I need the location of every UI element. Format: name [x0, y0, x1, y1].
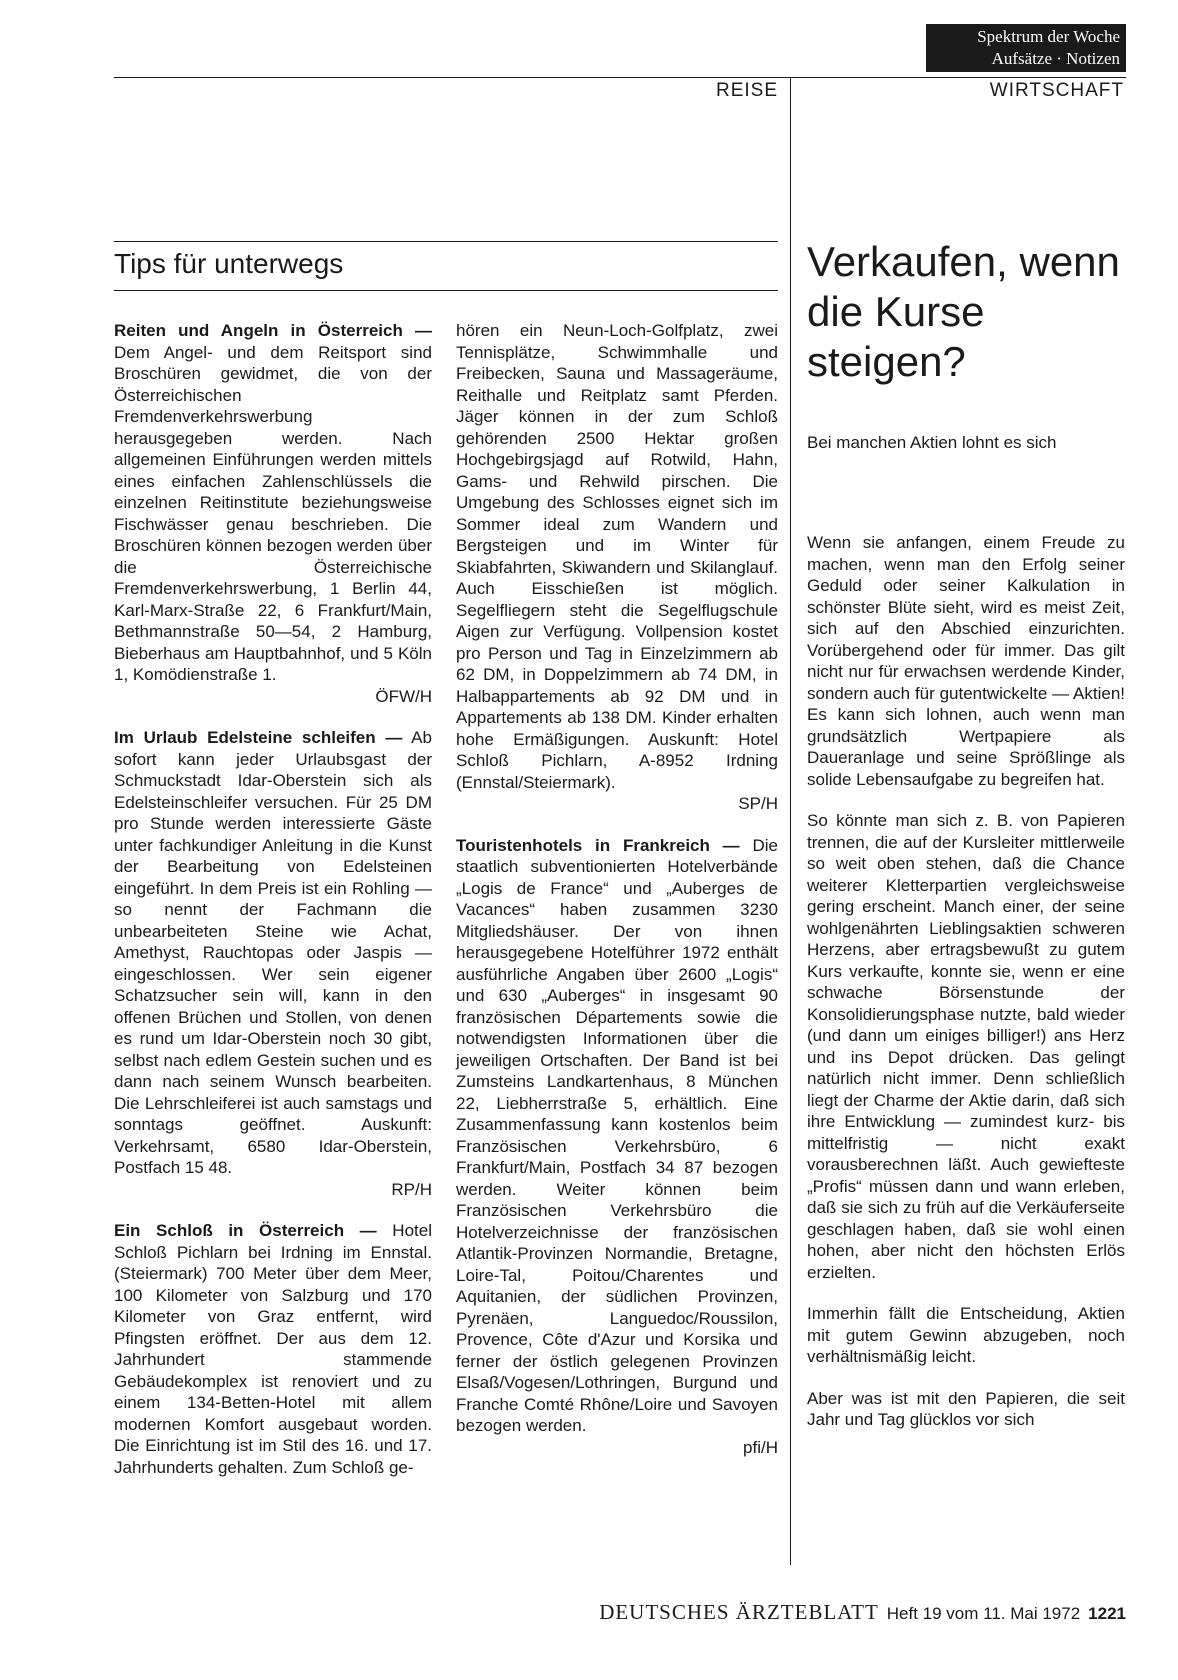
article-reiten: [114, 320, 432, 707]
top-rule: [114, 77, 1126, 78]
article-signature: SP/H: [738, 794, 778, 813]
issue-info: Heft 19 vom 11. Mai 1972: [886, 1604, 1081, 1623]
wirtschaft-column: [807, 532, 1125, 1431]
wirtschaft-paragraph: So könnte man sich z. B. von Papieren trennen, die auf der Kursleiter mittlerweile so weit oben stehen, daß die Chance weiterer Kletterpartien vergleichsweise gering erscheint. Manch einer, der seine wohlgenährten Lieblingsaktien schweren Herzens, aber ertragsbewußt zu gutem Kurs verkaufte, konnte sie, wenn er eine schwache Börsenstunde der Konsolidierungsphase nutzte, bald wieder (und dann um einiges billiger!) ans Herz und ins Depot drücken. Das gelingt natürlich nicht immer. Denn schließlich liegt der Charme der Aktie darin, daß sich ihre Entwicklung — zumindest kurz- bis mittelfristig — nicht exakt vorausberechnen läßt. Auch gewiefteste „Profis“ müssen dann und wann erleben, daß sie sich zu früh auf die Verkäuferseite geschlagen haben, daß sie wohl einen hohen, aber nicht den höchsten Erlös erzielten.: [807, 811, 1125, 1282]
article-touristenhotels: [456, 835, 778, 1459]
article-body: Hotel Schloß Pichlarn bei Irdning im Ennstal. (Steiermark) 700 Meter über dem Meer, 100 Kilometer von Salzburg und 170 Kilometer von Graz entfernt, wird Pfingsten eröffnet. Der aus dem 12. Jahrhundert stammende Gebäudekomplex ist renoviert und zu einem 134-Betten-Hotel mit allem modernen Komfort ausgebaut worden. Die Einrichtung ist im Stil des 16. und 17. Jahrhunderts gehalten. Zum Schloß ge-: [114, 1221, 432, 1477]
page-number: 1221: [1088, 1604, 1126, 1623]
column-divider: [790, 77, 791, 1565]
tips-top-rule: [114, 241, 778, 242]
article-signature: pfi/H: [743, 1437, 778, 1457]
wirtschaft-paragraph: Wenn sie anfangen, einem Freude zu machen, wenn man den Erfolg seiner Geduld oder seiner Kalkulation in schönster Blüte sieht, wird es meist Zeit, sich auf den Abschied einzurichten. Vorübergehend oder für immer. Das gilt nicht nur für erwachsen werdende Kinder, sondern auch für gutentwickelte — Aktien! Es kann sich lohnen, auch wenn man grundsätzlich Wertpapiere als Daueranlage und seine Sprößlinge als solide Lebensaufgabe zu begreifen hat.: [807, 533, 1125, 789]
wirtschaft-subhead: Bei manchen Aktien lohnt es sich: [807, 433, 1057, 452]
badge-line-2: Aufsätze · Notizen: [991, 49, 1120, 68]
wirtschaft-paragraph: Aber was ist mit den Papieren, die seit Jahr und Tag glücklos vor sich: [807, 1388, 1125, 1429]
wirtschaft-headline: Verkaufen, wenn die Kurse steigen?: [807, 238, 1120, 385]
page-footer: [534, 1600, 1126, 1625]
article-heading: Reiten und Angeln in Österreich —: [114, 321, 432, 340]
article-body: Die staatlich subventionierten Hotelverbände „Logis de France“ und „Auberges de Vacances“ haben zusammen 3230 Mitgliedshäuser. Der von ihnen herausgegebene Hotelführer 1972 enthält ausführliche Angaben über 2600 „Logis“ und 630 „Auberges“ in insgesamt 90 französischen Départements sowie die notwendigsten Informationen über die jeweiligen Ortschaften. Der Band ist bei Zumsteins Landkartenhaus, 8 München 22, Liebherrstraße 5, erhältlich. Eine Zusammenfassung kann kostenlos beim Französischen Verkehrsbüro, 6 Frankfurt/Main, Postfach 34 87 bezogen werden. Weiter können beim Französischen Verkehrsbüro die Hotelverzeichnisse der französischen Atlantik-Provinzen Normandie, Bretagne, Loire-Tal, Poitou/Charentes und Aquitanien, der südlichen Provinzen, Pyrenäen, Languedoc/Roussilon, Provence, Côte d'Azur und Korsika und ferner der östlich gelegenen Provinzen Elsaß/Vogesen/Lothringen, Burgund und Franche Comté Rhône/Loire und Savoyen bezogen werden.: [456, 835, 778, 1435]
tips-bottom-rule: [114, 290, 778, 291]
article-schloss-continued: [456, 320, 778, 815]
article-edelsteine: [114, 727, 432, 1200]
tips-title: Tips für unterwegs: [114, 248, 344, 279]
section-badge: [926, 24, 1126, 72]
article-signature: ÖFW/H: [375, 686, 432, 706]
article-body: Ab sofort kann jeder Urlaubsgast der Schmuckstadt Idar-Oberstein sich als Edelsteinschleifer versuchen. Für 25 DM pro Stunde werden interessierte Gäste unter fachkundiger Anleitung in die Kunst der Bearbeitung von Edelsteinen eingeführt. In dem Preis ist ein Rohling — so nennt der Fachmann die unbearbeiteten Steine wie Achat, Amethyst, Rauchtopas oder Jaspis — eingeschlossen. Wer sein eigener Schatzsucher sein will, kann in den offenen Brüchen und Stollen, von denen es rund um Idar-Oberstein noch 30 gibt, selbst nach edlem Gestein suchen und es dann nach seinem Wunsch bearbeiten. Die Lehrschleiferei ist auch samstags und sonntags geöffnet. Auskunft: Verkehrsamt, 6580 Idar-Oberstein, Postfach 15 48.: [114, 728, 432, 1177]
section-label-wirtschaft: WIRTSCHAFT: [989, 80, 1124, 101]
tips-column-left: [114, 320, 432, 1478]
section-label-reise: REISE: [715, 80, 778, 101]
article-body: hören ein Neun-Loch-Golfplatz, zwei Tennisplätze, Schwimmhalle und Freibecken, Sauna und Massageräume, Reithalle und Reitplatz samt Pferden. Jäger können in der zum Schloß gehörenden 2500 Hektar großen Hochgebirgsjagd auf Rotwild, Hahn, Gams- und Rehwild pirschen. Die Umgebung des Schlosses eignet sich im Sommer ideal zum Wandern und Bergsteigen und im Winter für Skiabfahrten, Skiwandern und Skilanglauf. Auch Eisschießen ist möglich. Segelfliegern steht die Segelflugschule Aigen zur Verfügung. Vollpension kostet pro Person und Tag in Einzelzimmern ab 62 DM, in Doppelzimmern ab 74 DM, in Halbappartements ab 92 DM und in Appartements ab 138 DM. Kinder erhalten hohe Ermäßigungen. Auskunft: Hotel Schloß Pichlarn, A-8952 Irdning (Ennstal/Steiermark).: [456, 321, 778, 792]
wirtschaft-paragraph: Immerhin fällt die Entscheidung, Aktien mit gutem Gewinn abzugeben, noch verhältnismäßig leicht.: [807, 1304, 1125, 1366]
article-heading: Im Urlaub Edelsteine schleifen —: [114, 728, 403, 747]
magazine-name: DEUTSCHES ÄRZTEBLATT: [599, 1600, 879, 1624]
article-body: Dem Angel- und dem Reitsport sind Broschüren gewidmet, die von der Österreichischen Fremdenverkehrswerbung herausgegeben werden. Nach allgemeinen Einführungen werden mittels eines einfachen Zahlenschlüssels die einzelnen Reitinstitute beziehungsweise Fischwässer genau beschrieben. Die Broschüren können bezogen werden über die Österreichische Fremdenverkehrswerbung, 1 Berlin 44, Karl-Marx-Straße 22, 6 Frankfurt/Main, Bethmannstraße 50—54, 2 Hamburg, Bieberhaus am Hauptbahnhof, und 5 Köln 1, Komödienstraße 1.: [114, 342, 432, 684]
article-signature: RP/H: [391, 1179, 432, 1199]
article-schloss: [114, 1220, 432, 1478]
article-heading: Touristenhotels in Frankreich —: [456, 835, 740, 855]
article-heading: Ein Schloß in Österreich —: [114, 1221, 377, 1240]
badge-line-1: Spektrum der Woche: [977, 27, 1120, 46]
tips-column-middle: [456, 320, 778, 1458]
